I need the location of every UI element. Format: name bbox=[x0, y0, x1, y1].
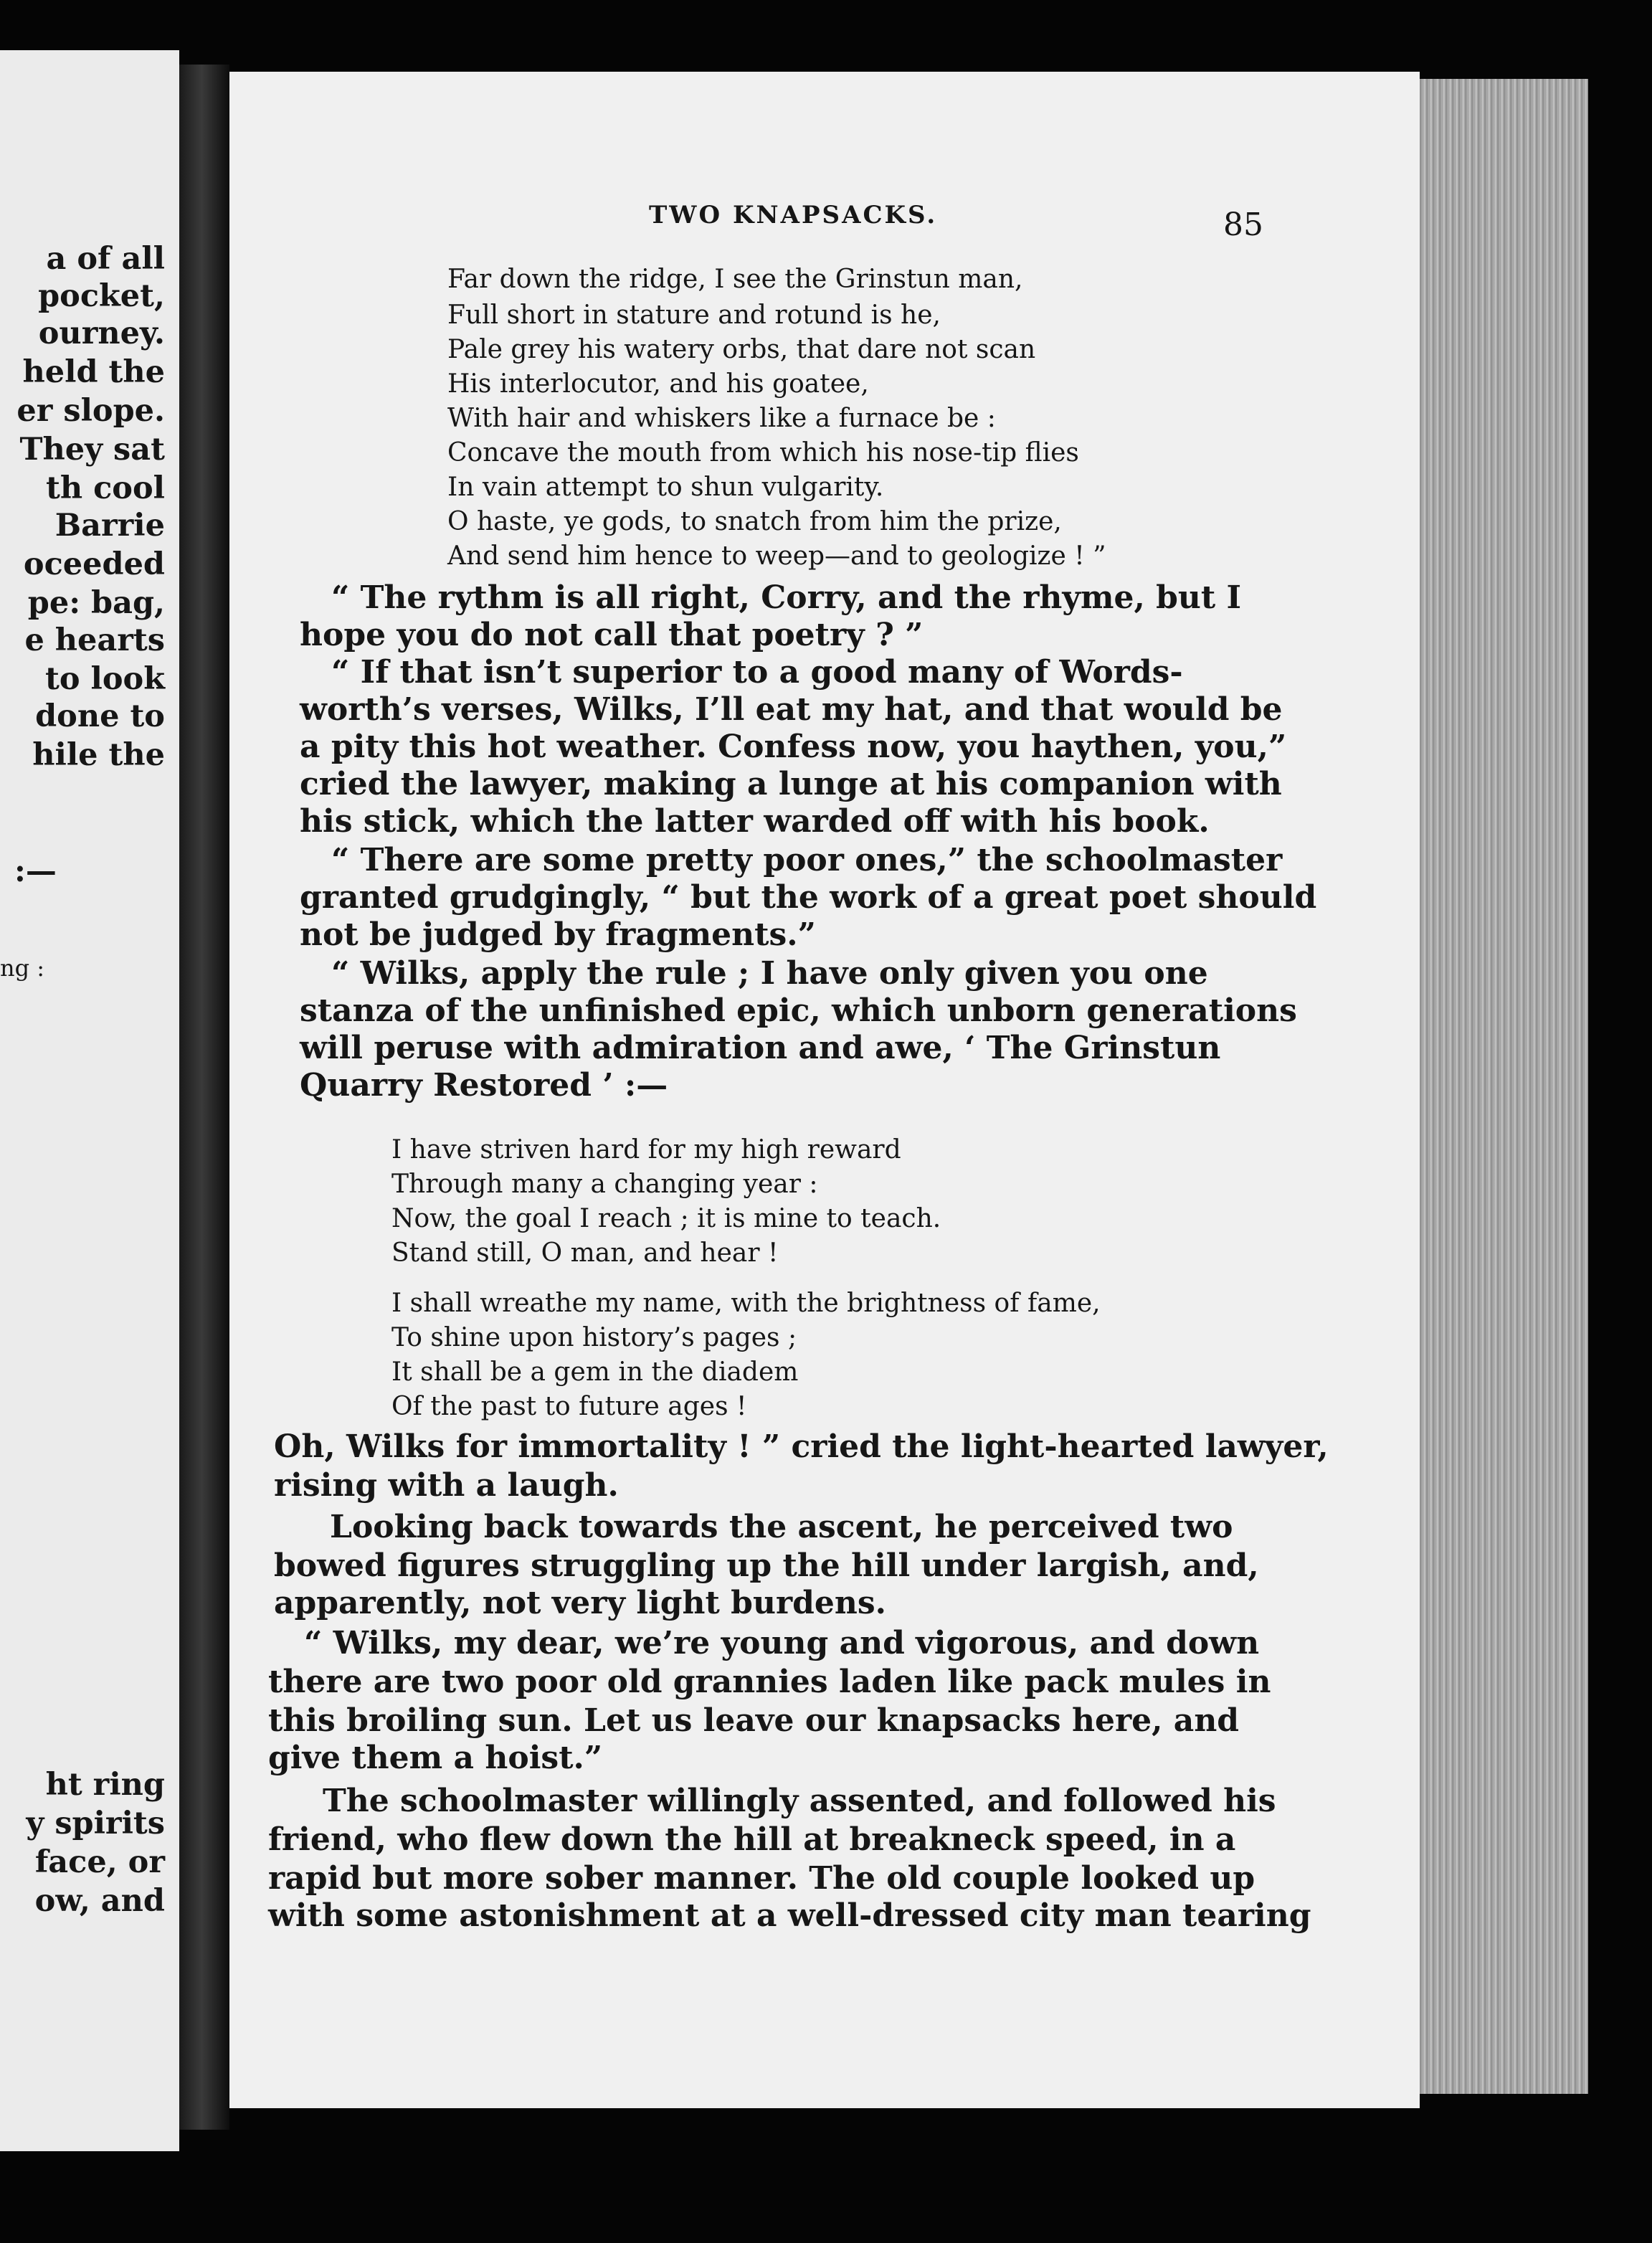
prose-line: there are two poor old grannies laden like pack mules in bbox=[268, 1664, 1271, 1700]
left-page-fragment: th cool bbox=[46, 470, 165, 506]
left-facing-page bbox=[0, 50, 179, 2151]
verse-line: His interlocutor, and his goatee, bbox=[447, 369, 869, 399]
prose-line: stanza of the unfinished epic, which unborn generations bbox=[300, 992, 1297, 1029]
prose-line: bowed figures struggling up the hill under largish, and, bbox=[274, 1547, 1259, 1584]
prose-line: “ Wilks, apply the rule ; I have only given you one bbox=[331, 955, 1208, 992]
verse-line: O haste, ye gods, to snatch from him the prize, bbox=[447, 507, 1062, 536]
prose-line: apparently, not very light burdens. bbox=[274, 1585, 886, 1621]
verse-line: To shine upon history’s pages ; bbox=[391, 1323, 797, 1352]
prose-line: “ The rythm is all right, Corry, and the rhyme, but I bbox=[331, 579, 1242, 616]
left-page-fragment: face, or bbox=[34, 1844, 165, 1880]
left-page-fragment: y spirits bbox=[26, 1806, 165, 1841]
page-number: 85 bbox=[1223, 207, 1263, 243]
prose-line: rapid but more sober manner. The old couple looked up bbox=[268, 1860, 1255, 1897]
verse-line: I shall wreathe my name, with the brightness of fame, bbox=[391, 1289, 1101, 1318]
prose-line: not be judged by fragments.” bbox=[300, 916, 816, 953]
left-page-fragment: :— bbox=[14, 853, 57, 889]
verse-line: With hair and whiskers like a furnace be : bbox=[447, 404, 996, 433]
prose-line: give them a hoist.” bbox=[268, 1740, 603, 1776]
verse-line: It shall be a gem in the diadem bbox=[391, 1357, 799, 1387]
verse-line: Stand still, O man, and hear ! bbox=[391, 1238, 779, 1268]
book-spine-gutter bbox=[179, 65, 229, 2130]
verse-line: Far down the ridge, I see the Grinstun man, bbox=[447, 265, 1023, 294]
prose-line: Looking back towards the ascent, he perceived two bbox=[330, 1509, 1233, 1545]
left-page-fragment: hile the bbox=[32, 737, 165, 773]
left-page-fragment: ourney. bbox=[38, 316, 165, 351]
left-page-fragment: They sat bbox=[19, 432, 165, 468]
prose-line: granted grudgingly, “ but the work of a great poet should bbox=[300, 879, 1317, 916]
verse-line: I have striven hard for my high reward bbox=[391, 1135, 901, 1165]
left-page-fragment: ht ring bbox=[45, 1767, 165, 1803]
left-page-fragment: pocket, bbox=[38, 278, 165, 314]
left-page-fragment: oceeded bbox=[23, 546, 165, 582]
verse-line: And send him hence to weep—and to geologize ! ” bbox=[447, 541, 1106, 571]
prose-line: Quarry Restored ’ :— bbox=[300, 1067, 668, 1104]
prose-line: cried the lawyer, making a lunge at his companion with bbox=[300, 766, 1282, 802]
verse-line: Of the past to future ages ! bbox=[391, 1392, 747, 1421]
verse-line: Through many a changing year : bbox=[391, 1170, 818, 1199]
left-page-fragment: done to bbox=[35, 698, 165, 734]
verse-line: Pale grey his watery orbs, that dare not scan bbox=[447, 335, 1036, 364]
page-edges bbox=[1416, 79, 1588, 2094]
verse-line: Full short in stature and rotund is he, bbox=[447, 300, 941, 330]
prose-line: rising with a laugh. bbox=[274, 1467, 619, 1504]
prose-line: “ If that isn’t superior to a good many of Words- bbox=[331, 654, 1183, 691]
prose-line: this broiling sun. Let us leave our knapsacks here, and bbox=[268, 1702, 1240, 1739]
left-page-fragment: Barrie bbox=[54, 508, 165, 544]
prose-line: Oh, Wilks for immortality ! ” cried the light-hearted lawyer, bbox=[274, 1428, 1329, 1465]
left-page-fragment: ow, and bbox=[34, 1883, 165, 1919]
prose-line: his stick, which the latter warded off with his book. bbox=[300, 803, 1210, 840]
prose-line: will peruse with admiration and awe, ‘ The Grinstun bbox=[300, 1030, 1221, 1066]
prose-line: hope you do not call that poetry ? ” bbox=[300, 617, 924, 653]
verse-line: In vain attempt to shun vulgarity. bbox=[447, 473, 884, 502]
left-page-fragment: to look bbox=[44, 661, 165, 697]
prose-line: friend, who flew down the hill at breakneck speed, in a bbox=[268, 1821, 1236, 1858]
left-page-fragment: e hearts bbox=[24, 622, 165, 658]
verse-line: Concave the mouth from which his nose-tip flies bbox=[447, 438, 1079, 468]
left-page-fragment: a of all bbox=[46, 241, 165, 277]
prose-line: with some astonishment at a well-dressed city man tearing bbox=[268, 1897, 1311, 1934]
prose-line: “ Wilks, my dear, we’re young and vigorous, and down bbox=[304, 1625, 1260, 1661]
left-page-fragment: er slope. bbox=[16, 393, 165, 429]
prose-line: “ There are some pretty poor ones,” the schoolmaster bbox=[331, 842, 1283, 878]
prose-line: a pity this hot weather. Confess now, you haythen, you,” bbox=[300, 729, 1287, 765]
running-header-title: TWO KNAPSACKS. bbox=[649, 201, 938, 229]
prose-line: The schoolmaster willingly assented, and followed his bbox=[323, 1783, 1276, 1819]
left-page-fragment: ng : bbox=[0, 954, 45, 982]
left-page-fragment: pe: bag, bbox=[27, 585, 165, 621]
left-page-fragment: held the bbox=[22, 354, 165, 390]
verse-line: Now, the goal I reach ; it is mine to teach. bbox=[391, 1204, 941, 1233]
prose-line: worth’s verses, Wilks, I’ll eat my hat, and that would be bbox=[300, 691, 1283, 728]
